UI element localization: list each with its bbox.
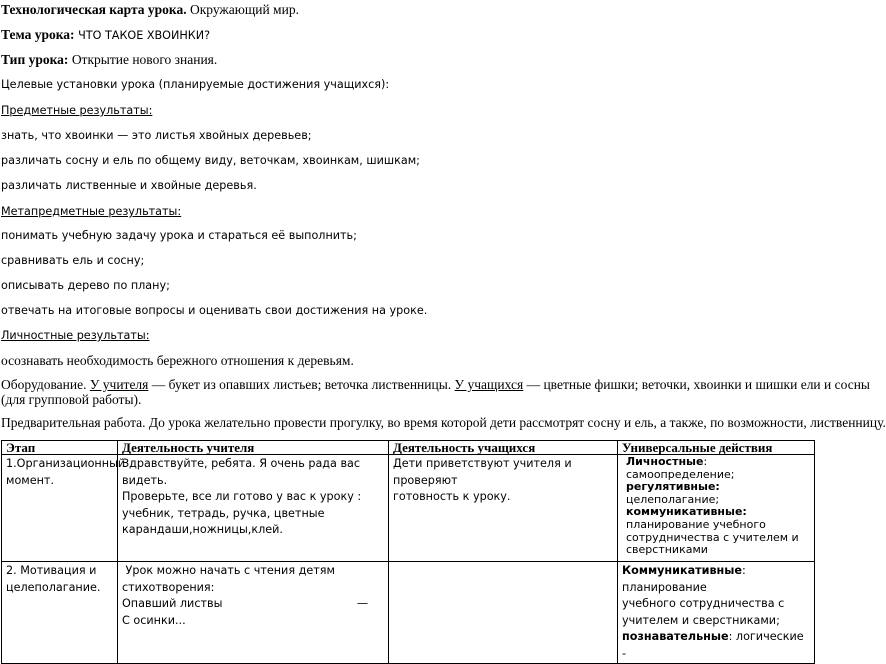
table-header-row xyxy=(2,441,815,455)
subject-item-1: знать, что хвоинки — это листья хвойных деревьев; xyxy=(1,129,312,142)
teacher-cell: Урок можно начать с чтения детям стихотворения: Опавший листвы — С осинки... xyxy=(118,562,389,664)
equipment-line-2: (для групповой работы). xyxy=(1,392,142,407)
meta-item-2: сравнивать ель и сосну; xyxy=(1,254,145,267)
stage-cell: 2. Мотивация и целеполагание. xyxy=(2,562,118,664)
meta-results-title: Метапредметные результаты: xyxy=(1,205,182,218)
teacher-cell: Здравствуйте, ребята. Я очень рада вас видеть. Проверьте, все ли готово у вас к уроку : учебник, тетрадь, ручка, цветные карандаши,ножницы,клей. xyxy=(118,455,389,562)
table-row xyxy=(2,455,815,562)
header-uud: Универсальные действия xyxy=(618,441,815,455)
goals-intro: Целевые установки урока (планируемые достижения учащихся): xyxy=(1,78,390,91)
meta-item-3: описывать дерево по плану; xyxy=(1,279,170,292)
subject-results-title: Предметные результаты: xyxy=(1,104,153,117)
pupils-cell: Дети приветствуют учителя и проверяют готовность к уроку. xyxy=(389,455,618,562)
pupils-cell xyxy=(389,562,618,664)
lesson-table xyxy=(1,440,815,664)
uud-cell: Личностные: самоопределение; регулятивные: целеполагание; коммуникативные: планирование учебного сотрудничества с учителем и сверстниками xyxy=(618,455,815,562)
stage-cell: 1.Организационный момент. xyxy=(2,455,118,562)
lesson-topic: Тема урока: ЧТО ТАКОЕ ХВОИНКИ? xyxy=(1,27,211,42)
equipment-line: Оборудование. У учителя — букет из опавших листьев; веточка лиственницы. У учащихся — цветные фишки; веточки, хвоинки и шишки ели и сосны xyxy=(1,377,870,392)
header-stage: Этап xyxy=(2,441,118,455)
uud-cell: Коммуникативные: планирование учебного сотрудничества с учителем и сверстниками; познавательные: логические - xyxy=(618,562,815,664)
subject-item-3: различать лиственные и хвойные деревья. xyxy=(1,179,257,192)
personal-results-title: Личностные результаты: xyxy=(1,329,150,342)
table-row xyxy=(2,562,815,664)
meta-item-1: понимать учебную задачу урока и стараться её выполнить; xyxy=(1,229,357,242)
subject-item-2: различать сосну и ель по общему виду, веточкам, хвоинкам, шишкам; xyxy=(1,154,420,167)
meta-item-4: отвечать на итоговые вопросы и оценивать свои достижения на уроке. xyxy=(1,304,428,317)
header-teacher: Деятельность учителя xyxy=(118,441,389,455)
lesson-card-title: Технологическая карта урока. Окружающий мир. xyxy=(1,2,299,17)
lesson-type: Тип урока: Открытие нового знания. xyxy=(1,52,218,67)
personal-item: осознавать необходимость бережного отношения к деревьям. xyxy=(1,353,354,368)
header-pupils: Деятельность учащихся xyxy=(389,441,618,455)
prework: Предварительная работа. До урока желательно провести прогулку, во время которой дети рассмотрят сосну и ель, а также, по возможности, лиственницу. xyxy=(1,415,886,430)
